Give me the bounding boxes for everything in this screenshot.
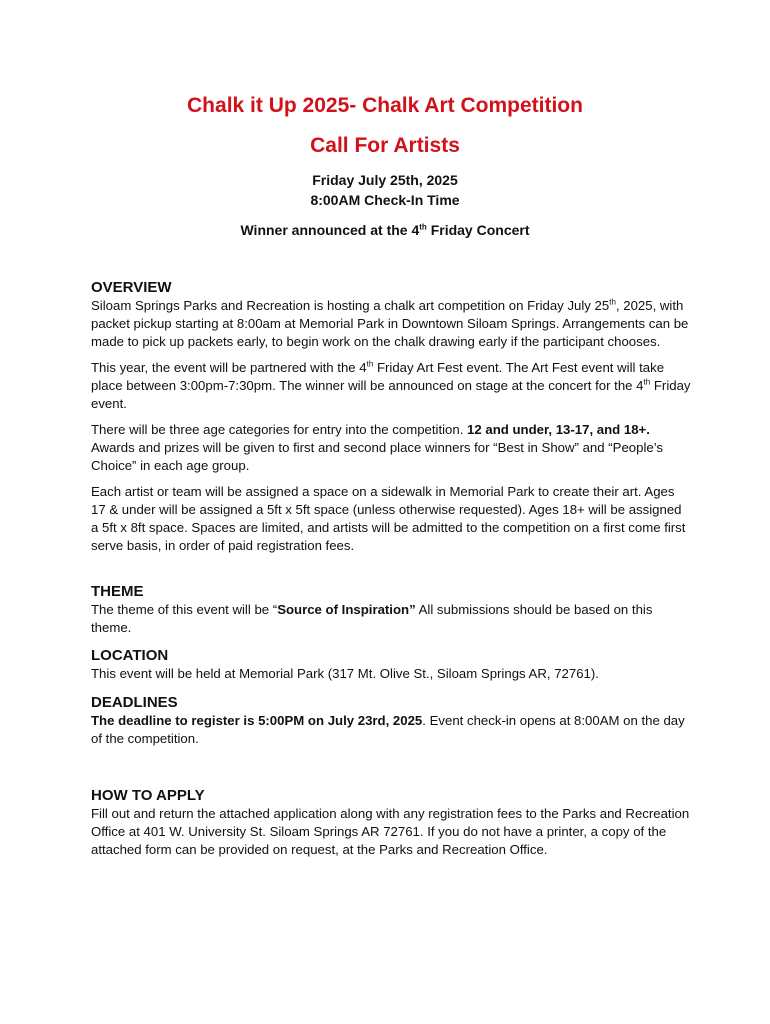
overview-paragraph-2: This year, the event will be partnered with the 4th Friday Art Fest event. The Art Fest event will take place between 3:00pm-7:30pm. The winner will be announced on stage at the concert for the 4th Friday event. [91,359,691,411]
winner-announcement: Winner announced at the 4th Friday Concert [240,222,530,238]
overview-paragraph-3: There will be three age categories for entry into the competition. 12 and under, 13-17, and 18+. Awards and prizes will be given to first and second place winners for “Best in Show” and “People’s Choice” in each age group. [91,422,664,473]
overview-section [91,279,691,555]
overview-paragraph-1: Siloam Springs Parks and Recreation is hosting a chalk art competition on Friday July 25th, 2025, with packet pickup starting at 8:00am at Memorial Park in Downtown Siloam Springs. Arrangements can be made to pick up packets early, to begin work on the chalk drawing early if the participant chooses. [91,297,689,349]
theme-heading: THEME [91,583,144,600]
apply-section [91,787,691,859]
location-section [91,647,691,683]
location-text: This event will be held at Memorial Park (317 Mt. Olive St., Siloam Springs AR, 72761). [91,666,599,681]
location-heading: LOCATION [91,647,169,664]
apply-heading: HOW TO APPLY [91,787,205,804]
theme-text: The theme of this event will be “Source of Inspiration” All submissions should be based on this theme. [91,602,653,635]
page-title: Chalk it Up 2025- Chalk Art Competition [187,94,583,117]
overview-heading: OVERVIEW [91,279,172,296]
page-subtitle: Call For Artists [310,134,460,157]
deadlines-section [91,694,691,748]
deadlines-text: The deadline to register is 5:00PM on July 23rd, 2025. Event check-in opens at 8:00AM on the day of the competition. [91,713,685,746]
deadlines-heading: DEADLINES [91,694,178,711]
theme-section [91,583,691,637]
apply-text: Fill out and return the attached application along with any registration fees to the Parks and Recreation Office at 401 W. University St. Siloam Springs AR 72761. If you do not have a printer, a copy of the attached form can be provided on request, at the Parks and Recreation Office. [91,806,690,857]
event-date: Friday July 25th, 2025 [312,172,458,188]
checkin-time: 8:00AM Check-In Time [310,192,460,208]
overview-paragraph-4: Each artist or team will be assigned a space on a sidewalk in Memorial Park to create their art. Ages 17 & under will be assigned a 5ft x 5ft space (unless otherwise requested). Ages 18+ will be assigned a 5ft x 8ft space. Spaces are limited, and artists will be admitted to the competition on a first come first serve basis, in order of paid registration fees. [91,484,686,553]
